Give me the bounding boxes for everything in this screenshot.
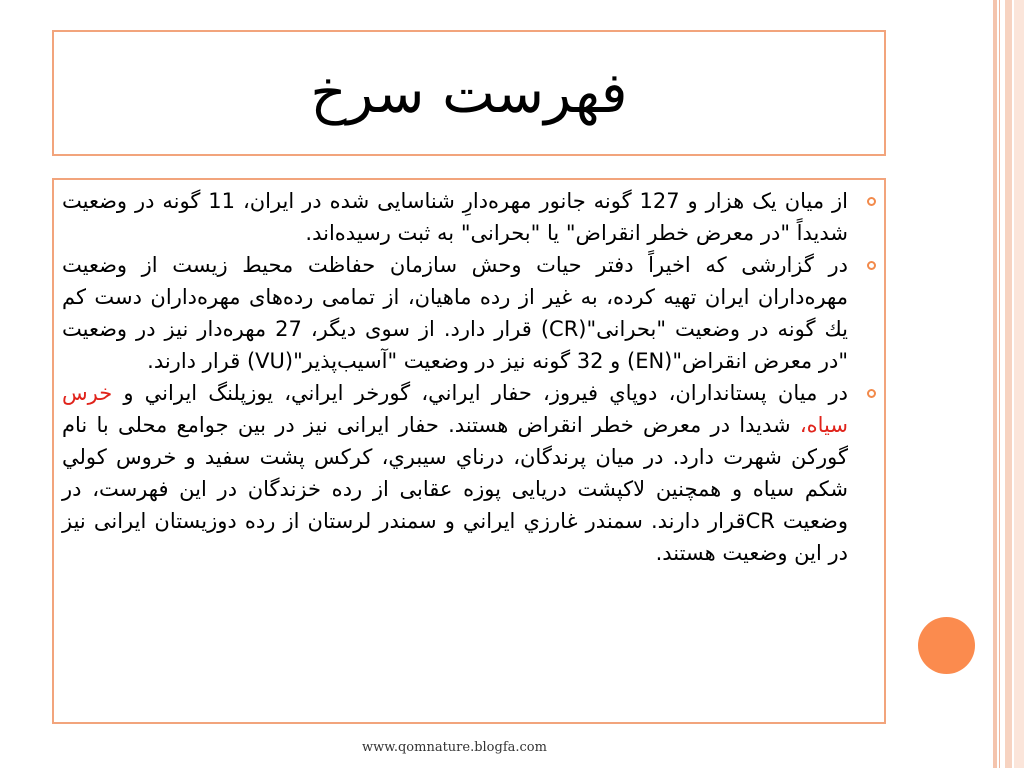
bullet-circle-icon (867, 389, 876, 398)
title-box (52, 30, 886, 156)
bullet-circle-icon (867, 197, 876, 206)
paragraph-text-after: شدیدا در معرض خطر انقراض هستند. حفار ایرانی نیز در بین جوامع محلی با نام گورکن شهرت دارد. در میان پرندگان، درناي سیبري، کرکس پشت سفید و خروس کولي شکم سیاه و همچنین لاکپشت دریایی پوزه عقابی از رده خزندگان در این فهرست، در وضعیت CRقرار دارند. سمندر غارزي ایراني و سمندر لرستان از رده دوزیستان ایرانی نیز در این وضعیت هستند. (62, 413, 848, 565)
bullet-paragraph-3 (62, 377, 876, 569)
bullet-paragraph-2 (62, 249, 876, 377)
bullet-paragraph-1 (62, 185, 876, 249)
footer-url: www.qomnature.blogfa.com (362, 740, 547, 755)
decorative-orange-circle (918, 617, 975, 674)
paragraph-text: در گزارشی که اخیراً دفتر حیات وحش سازمان حفاظت محیط زیست از وضعیت مهره‌داران ایران تهیه کرده، به غیر از رده ماهیان، از تمامی رده‌های مهره‌داران دست کم يك گونه در وضعیت "بحرانی"(CR) قرار دارد. از سوی دیگر، 27 مهره‌دار نیز در وضعیت "در معرض انقراض"(EN) و 32 گونه نیز در وضعیت "آسیب‌پذیر"(VU) قرار دارند. (62, 253, 849, 373)
bullet-circle-icon (867, 261, 876, 270)
paragraph-text-before: در میان پستانداران، دوپاي فیروز، حفار ایراني، گورخر ایراني، یوزپلنگ ایراني و (112, 381, 848, 405)
highlighted-text: خرس سیاه، (62, 381, 848, 437)
decorative-stripe (1005, 0, 1012, 768)
content-area (62, 185, 876, 569)
decorative-stripe (1014, 0, 1024, 768)
decorative-stripe (993, 0, 997, 768)
paragraph-text: از میان یک هزار و 127 گونه جانور مهره‌دارِ شناسایی شده در ایران، 11 گونه در وضعیت شدیداً "در معرض خطر انقراض" یا "بحرانی" به ثبت رسیده‌اند. (62, 189, 849, 245)
decorative-stripe (999, 0, 1000, 768)
slide-title: فهرست سرخ (310, 60, 628, 126)
